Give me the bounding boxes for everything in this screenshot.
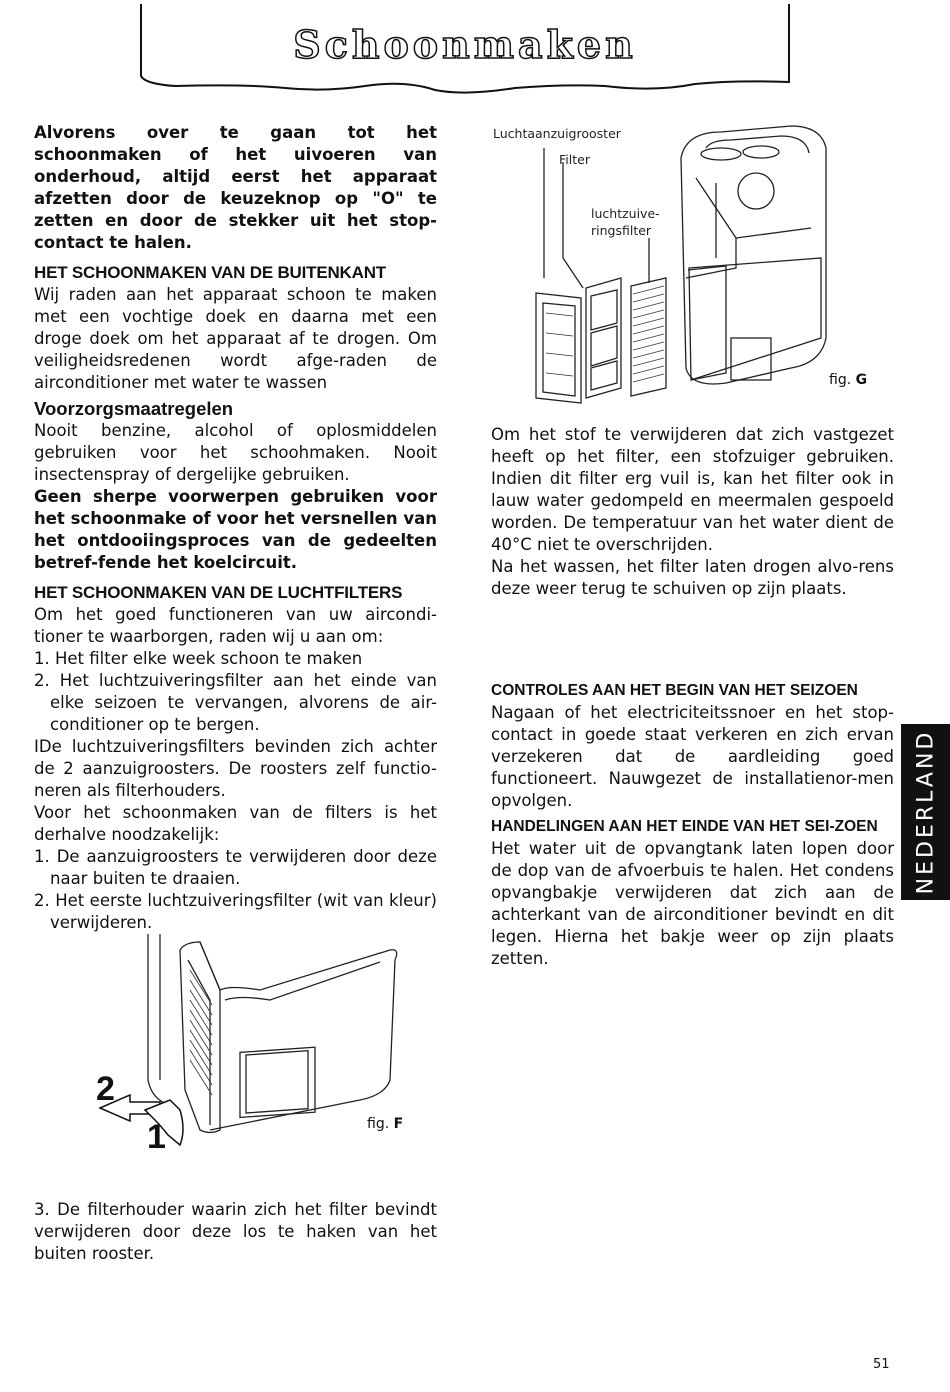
figure-f-caption: fig. F (367, 1116, 404, 1132)
paragraph-dry: Na het wassen, het filter laten drogen alvo-rens deze weer terug te schuiven op zijn plaats. (491, 557, 894, 598)
right-column-bottom (491, 680, 894, 970)
heading-precautions: Voorzorgsmaatregelen (34, 398, 234, 419)
list-item: 2. Het eerste luchtzuiveringsfilter (wit van kleur) verwijderen. (34, 891, 437, 932)
page-number: 51 (873, 1357, 890, 1372)
list-item: 2. Het luchtzuiveringsfilter aan het einde van elke seizoen te vervangen, alvorens de air-conditioner op te bergen. (34, 671, 437, 734)
list-item: 1. De aanzuigroosters te verwijderen door deze naar buiten te draaien. (34, 847, 437, 888)
heading-season-start: CONTROLES AAN HET BEGIN VAN HET SEIZOEN (491, 682, 858, 699)
step-3-text: 3. De filterhouder waarin zich het filter bevindt verwijderen door deze los te haken van het buiten rooster. (34, 1199, 437, 1263)
intro-warning: Alvorens over te gaan tot het schoonmaken of het uivoeren van onderhoud, altijd eerst het apparaat afzetten door de keuzeknop op "O" te zetten en door de stekker uit het stop-contact te halen. (34, 123, 437, 252)
paragraph-season-start: Nagaan of het electriciteitssnoer en het stop-contact in goede staat verkeren en zich ervan verzekeren dat de aardleiding goed functioneert. Nauwgezet de installatienor-men opvolgen. (491, 703, 894, 810)
paragraph-season-end: Het water uit de opvangtank laten lopen door de dop van de afvoerbuis te halen. Het condens opvangbakje verwijderen dat zich aan de achterkant van de airconditioner bevindt en dit legen. Hierna het bakje weer op zijn plaats zetten. (491, 839, 894, 968)
right-column-top (491, 424, 894, 600)
paragraph-outside: Wij raden aan het apparaat schoon te maken met een vochtige doek en daarna met een droge doek om het apparaat af te drogen. Om veiligheidsredenen wordt afge-raden de airconditioner met water te wassen (34, 285, 437, 392)
heading-filters: HET SCHOONMAKEN VAN DE LUCHTFILTERS (34, 583, 403, 602)
label-filter: Filter (559, 152, 590, 167)
figure-f (60, 930, 440, 1160)
label-purifier-line2: ringsfilter (591, 223, 652, 238)
figure-g (491, 118, 901, 408)
paragraph-filters-location: IDe luchtzuiveringsfilters bevinden zich achter de 2 aanzuigroosters. De roosters zelf functio-neren als filterhouders. (34, 737, 437, 800)
heading-outside: HET SCHOONMAKEN VAN DE BUITENKANT (34, 263, 386, 282)
title-banner (135, 0, 795, 100)
page-title: Schoonmaken (293, 22, 637, 67)
heading-season-end: HANDELINGEN AAN HET EINDE VAN HET SEI-ZOEN (491, 818, 878, 835)
language-tab-label: NEDERLAND (913, 729, 938, 895)
paragraph-filters-necessary: Voor het schoonmaken van de filters is het derhalve noodzakelijk: (34, 803, 437, 844)
label-intake-grille: Luchtaanzuigrooster (493, 126, 621, 141)
paragraph-dust: Om het stof te verwijderen dat zich vastgezet heeft op het filter, een stofzuiger gebruiken. Indien dit filter erg vuil is, kan het filter ook in lauw water gedompeld en meermalen gespoeld worden. De temperatuur van het water dient de 40°C niet te overschrijden. (491, 425, 894, 554)
paragraph-precautions-bold: Geen sherpe voorwerpen gebruiken voor het schoonmake of voor het versnellen van het ontdooiingsproces van de gedeelten betref-fende het koelcircuit. (34, 487, 437, 572)
list-item: 1. Het filter elke week schoon te maken (34, 649, 363, 668)
language-tab (901, 724, 950, 900)
step-number-1: 1 (147, 1118, 166, 1156)
step-number-2: 2 (96, 1070, 115, 1108)
figure-g-caption: fig. G (829, 372, 868, 388)
paragraph-filters: Om het goed functioneren van uw aircondi-tioner te waarborgen, raden wij u aan om: (34, 605, 437, 646)
figure-g-drawing (491, 118, 901, 408)
paragraph-precautions: Nooit benzine, alcohol of oplosmiddelen gebruiken voor het schoohmaken. Nooit insectenspray of dergelijke gebruiken. (34, 421, 437, 484)
label-purifier-line1: luchtzuive- (591, 206, 660, 221)
left-column (34, 122, 437, 934)
